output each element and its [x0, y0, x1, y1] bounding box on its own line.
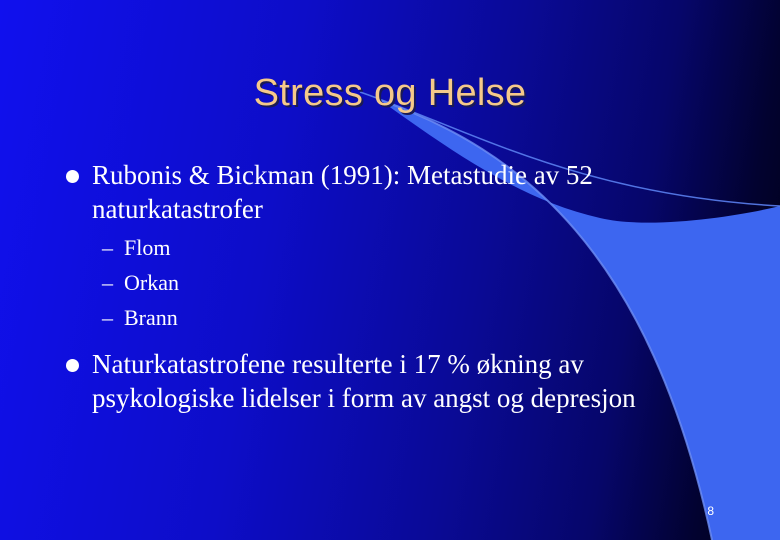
bullet-dot-icon: [66, 359, 79, 372]
bullet-list: [62, 158, 722, 415]
sub-bullet-item: [102, 230, 722, 265]
bullet-item-1: [62, 158, 722, 226]
sub-bullet-item: [102, 265, 722, 300]
bullet-text: Rubonis & Bickman (1991): Metastudie av 52 naturkatastrofer: [92, 160, 593, 224]
dash-icon: –: [102, 235, 113, 260]
page-number: 8: [707, 504, 714, 518]
slide-title: Stress og Helse: [253, 72, 527, 114]
sub-bullet-list: [102, 230, 722, 335]
sub-bullet-text: Brann: [124, 305, 178, 330]
bullet-dot-icon: [66, 170, 79, 183]
dash-icon: –: [102, 270, 113, 295]
bullet-item-2: [62, 347, 722, 415]
dash-icon: –: [102, 305, 113, 330]
sub-bullet-text: Flom: [124, 235, 171, 260]
sub-bullet-text: Orkan: [124, 270, 179, 295]
bullet-text: Naturkatastrofene resulterte i 17 % økning av psykologiske lidelser i form av angst og depresjon: [92, 349, 636, 413]
sub-bullet-item: [102, 300, 722, 335]
